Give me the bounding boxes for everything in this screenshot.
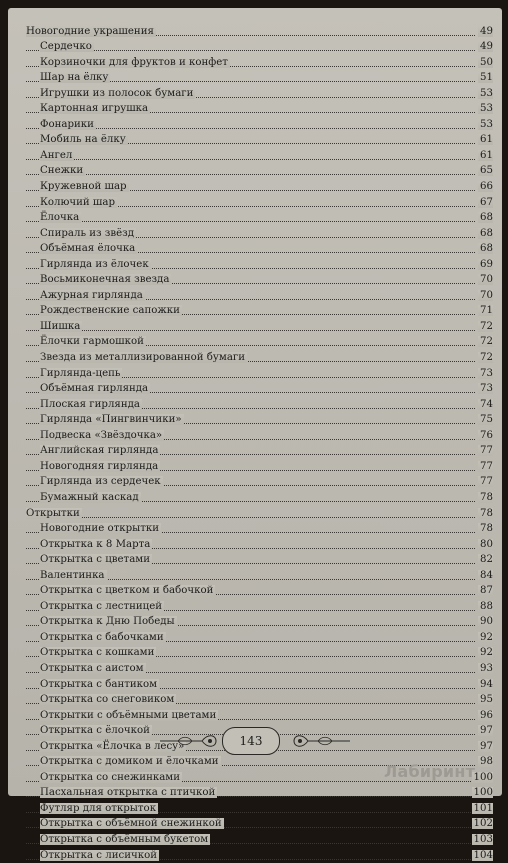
toc-entry-title: Новогодние украшения [26, 25, 154, 37]
toc-entry-title: Снежки [40, 165, 84, 177]
toc-entry-title: Открытка с бантиком [40, 678, 158, 690]
book-page [8, 8, 502, 861]
toc-entry [26, 85, 493, 101]
toc-entry-title: Гирлянда из ёлочек [40, 258, 149, 270]
toc-entry-title: Подвеска «Звёздочка» [40, 429, 163, 441]
toc-entry [26, 334, 493, 350]
toc-entry-title: Восьмиконечная звезда [40, 274, 170, 286]
toc-entry-page: 94 [480, 678, 493, 690]
toc-entry-page: 93 [480, 662, 493, 674]
dot-leader [26, 330, 475, 331]
toc-entry-title: Футляр для открыток [40, 802, 157, 814]
toc-entry [26, 349, 493, 365]
toc-entry-title: Мобиль на ёлку [40, 134, 126, 146]
toc-entry-page: 78 [480, 507, 493, 519]
toc-entry-page: 70 [480, 289, 493, 301]
toc-entry-title: Колючий шар [40, 196, 115, 208]
toc-entry [26, 381, 493, 397]
toc-entry-page: 77 [480, 445, 493, 457]
toc-entry-title: Новогодняя гирлянда [40, 460, 159, 472]
toc-entry [26, 225, 493, 241]
toc-entry-title: Шишка [40, 320, 81, 332]
toc-entry-page: 92 [480, 647, 493, 659]
toc-entry-page: 53 [480, 87, 493, 99]
toc-entry [26, 163, 493, 179]
toc-entry-page: 84 [480, 569, 493, 581]
toc-entry-title: Валентинка [40, 569, 105, 581]
toc-entry [26, 256, 493, 272]
toc-entry-page: 68 [480, 212, 493, 224]
toc-entry-page: 101 [473, 802, 493, 814]
toc-entry-title: Объёмная гирлянда [40, 383, 149, 395]
toc-entry-title: Кружевной шар [40, 181, 127, 193]
toc-entry [26, 396, 493, 412]
watermark-logo: Лабиринт [384, 762, 476, 781]
toc-entry-page: 53 [480, 118, 493, 130]
toc-entry-title: Рождественские сапожки [40, 305, 180, 317]
toc-entry-page: 100 [473, 771, 493, 783]
right-ornament-icon [292, 731, 352, 751]
toc-entry-title: Открытка «Ёлочка в лесу» [40, 740, 185, 752]
toc-entry-page: 92 [480, 631, 493, 643]
toc-section [26, 23, 493, 39]
toc-entry [26, 583, 493, 599]
toc-entry-title: Бумажный каскад [40, 491, 139, 503]
toc-entry-page: 74 [480, 398, 493, 410]
toc-entry [26, 847, 493, 863]
toc-entry-title: Открытка с цветами [40, 554, 150, 566]
toc-entry-page: 66 [480, 181, 493, 193]
toc-entry-title: Ёлочки гармошкой [40, 336, 144, 348]
toc-entry-title: Открытка с аистом [40, 662, 144, 674]
toc-entry-title: Плоская гирлянда [40, 398, 140, 410]
toc-entry-page: 73 [480, 383, 493, 395]
toc-entry-title: Открытка с кошками [40, 647, 155, 659]
toc-entry [26, 365, 493, 381]
toc-entry [26, 614, 493, 630]
toc-entry [26, 676, 493, 692]
toc-entry-page: 102 [473, 818, 493, 830]
toc-entry [26, 116, 493, 132]
toc-entry-title: Пасхальная открытка с птичкой [40, 787, 216, 799]
toc-entry [26, 39, 493, 55]
toc-entry-page: 50 [480, 56, 493, 68]
toc-entry-page: 80 [480, 538, 493, 550]
toc-entry-title: Сердечко [40, 41, 92, 53]
toc-entry-title: Шар на ёлку [40, 72, 109, 84]
toc-entry [26, 489, 493, 505]
toc-entry-page: 68 [480, 227, 493, 239]
dot-leader [26, 221, 475, 222]
toc-entry [26, 521, 493, 537]
toc-entry-page: 69 [480, 258, 493, 270]
toc-entry [26, 831, 493, 847]
toc-entry-title: Гирлянда из сердечек [40, 476, 161, 488]
dot-leader [26, 174, 475, 175]
toc-entry-page: 100 [473, 787, 493, 799]
toc-entry [26, 54, 493, 70]
toc-entry [26, 552, 493, 568]
toc-entry-page: 78 [480, 491, 493, 503]
toc-entry-title: Гирлянда-цепь [40, 367, 121, 379]
toc-entry-page: 73 [480, 367, 493, 379]
toc-entry [26, 474, 493, 490]
toc-entry [26, 178, 493, 194]
toc-entry-page: 61 [480, 149, 493, 161]
toc-entry-title: Открытка со снеговиком [40, 694, 175, 706]
toc-entry-title: Открытка с лисичкой [40, 849, 158, 861]
toc-entry-page: 53 [480, 103, 493, 115]
toc-entry-page: 97 [480, 740, 493, 752]
toc-entry-title: Игрушки из полосок бумаги [40, 87, 194, 99]
toc-entry-page: 82 [480, 554, 493, 566]
toc-entry-page: 104 [473, 849, 493, 861]
toc-entry [26, 816, 493, 832]
toc-entry-title: Открытки с объёмными цветами [40, 709, 217, 721]
toc-entry-title: Объёмная ёлочка [40, 243, 136, 255]
toc-section [26, 505, 493, 521]
toc-entry [26, 412, 493, 428]
toc-entry [26, 536, 493, 552]
toc-entry-page: 90 [480, 616, 493, 628]
toc-entry-page: 51 [480, 72, 493, 84]
toc-entry [26, 272, 493, 288]
toc-entry-title: Ажурная гирлянда [40, 289, 143, 301]
toc-entry-page: 72 [480, 336, 493, 348]
toc-entry-page: 98 [480, 756, 493, 768]
toc-entry [26, 800, 493, 816]
toc-entry-title: Спираль из звёзд [40, 227, 134, 239]
toc-entry-title: Открытка с лестницей [40, 600, 163, 612]
toc-entry [26, 101, 493, 117]
toc-entry-page: 65 [480, 165, 493, 177]
toc-entry [26, 785, 493, 801]
toc-entry [26, 132, 493, 148]
toc-entry [26, 458, 493, 474]
page-footer [8, 721, 502, 761]
toc-entry-title: Фонарики [40, 118, 94, 130]
toc-entry [26, 567, 493, 583]
toc-entry-page: 78 [480, 523, 493, 535]
toc-entry-title: Новогодние открытки [40, 523, 160, 535]
toc-entry-title: Открытка к Дню Победы [40, 616, 175, 628]
toc-entry-page: 67 [480, 196, 493, 208]
toc-entry [26, 241, 493, 257]
left-ornament-icon [158, 731, 218, 751]
toc-entry-title: Гирлянда «Пингвинчики» [40, 414, 182, 426]
toc-entry [26, 210, 493, 226]
page-number: 143 [222, 727, 280, 755]
toc-entry-page: 71 [480, 305, 493, 317]
toc-entry-title: Открытки [26, 507, 80, 519]
toc-entry-page: 77 [480, 460, 493, 472]
toc-entry-title: Английская гирлянда [40, 445, 159, 457]
dot-leader [26, 159, 475, 160]
toc-entry-page: 96 [480, 709, 493, 721]
toc-entry [26, 660, 493, 676]
toc-entry [26, 629, 493, 645]
toc-entry-title: Открытка с объёмным букетом [40, 833, 209, 845]
toc-entry-page: 95 [480, 694, 493, 706]
toc-entry-title: Картонная игрушка [40, 103, 149, 115]
toc-entry [26, 287, 493, 303]
toc-entry-page: 72 [480, 352, 493, 364]
toc-entry-page: 61 [480, 134, 493, 146]
toc-entry-page: 88 [480, 600, 493, 612]
toc-entry [26, 303, 493, 319]
toc-entry [26, 443, 493, 459]
toc-entry-title: Открытка к 8 Марта [40, 538, 151, 550]
toc-entry-page: 49 [480, 25, 493, 37]
toc-entry-page: 68 [480, 243, 493, 255]
toc-entry [26, 645, 493, 661]
dot-leader [26, 517, 475, 518]
toc-entry-page: 97 [480, 725, 493, 737]
toc-entry [26, 692, 493, 708]
toc-entry-page: 75 [480, 414, 493, 426]
toc-entry [26, 427, 493, 443]
toc-entry-title: Открытка с бабочками [40, 631, 164, 643]
toc-entry-page: 72 [480, 320, 493, 332]
toc-entry-title: Открытка с цветком и бабочкой [40, 585, 214, 597]
toc-entry-title: Ёлочка [40, 212, 80, 224]
toc-entry-title: Открытка с объёмной снежинкой [40, 818, 222, 830]
toc-entry-title: Открытка с ёлочкой [40, 725, 150, 737]
toc-entry-title: Звезда из металлизированной бумаги [40, 352, 246, 364]
toc-entry [26, 598, 493, 614]
toc-entry-page: 70 [480, 274, 493, 286]
toc-entry-page: 49 [480, 41, 493, 53]
toc-entry-title: Ангел [40, 149, 73, 161]
toc-entry [26, 147, 493, 163]
toc-entry-title: Открытка с домиком и ёлочками [40, 756, 219, 768]
toc-entry-page: 103 [473, 833, 493, 845]
toc-entry [26, 194, 493, 210]
toc-entry-page: 77 [480, 476, 493, 488]
toc-entry-title: Открытка со снежинками [40, 771, 181, 783]
toc-entry-page: 76 [480, 429, 493, 441]
toc-entry [26, 70, 493, 86]
toc-entry-title: Корзиночки для фруктов и конфет [40, 56, 228, 68]
toc-entry [26, 318, 493, 334]
toc-entry-page: 87 [480, 585, 493, 597]
